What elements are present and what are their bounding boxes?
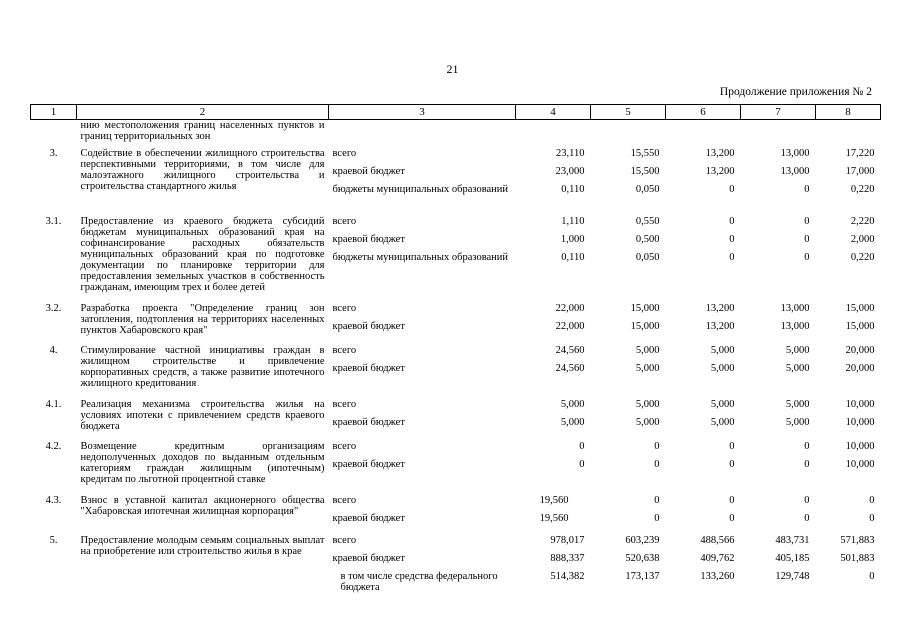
value: 5,000 [560, 399, 585, 410]
value-cell [816, 295, 881, 339]
funding-source: всего [332, 399, 357, 410]
row-description: Реализация механизма строительства жилья на условиях ипотеки с привлечением средств краевого бюджета [80, 399, 325, 432]
funding-source: краевой бюджет [332, 417, 405, 428]
value: 19,560 [539, 513, 569, 524]
value: 0 [869, 495, 875, 506]
value: 0 [729, 234, 735, 245]
value-cell [666, 208, 741, 295]
value: 0 [804, 216, 810, 227]
value-cell [591, 144, 666, 208]
value: 15,000 [630, 303, 660, 314]
value: 0,220 [850, 252, 875, 263]
value: 405,185 [775, 553, 810, 564]
value: 133,260 [700, 571, 735, 582]
value: 0 [869, 513, 875, 524]
row-description: нию местоположения границ населенных пунктов и границ территориальных зон [80, 120, 325, 142]
value-cell [591, 487, 666, 531]
value: 1,000 [560, 234, 585, 245]
table-row [31, 144, 881, 208]
column-header: 6 [666, 105, 741, 120]
value-cell [741, 144, 816, 208]
value: 2,000 [850, 234, 875, 245]
row-description: Разработка проекта "Определение границ зон затопления, подтопления на территориях населенных пунктов Хабаровского края" [80, 303, 325, 336]
value: 22,000 [555, 321, 585, 332]
value-cell [741, 391, 816, 435]
value: 23,000 [555, 166, 585, 177]
value: 0,110 [561, 252, 585, 263]
value-cell [591, 531, 666, 595]
value: 13,200 [705, 303, 735, 314]
value: 10,000 [845, 459, 875, 470]
value: 409,762 [700, 553, 735, 564]
row-number: 4.2. [45, 441, 62, 452]
value-cell [741, 435, 816, 487]
value-cell [591, 120, 666, 145]
value: 0 [804, 252, 810, 263]
value: 0 [654, 513, 660, 524]
value: 5,000 [710, 363, 735, 374]
value-cell [516, 531, 591, 595]
funding-source-cell [329, 435, 516, 487]
value: 0 [804, 495, 810, 506]
table-row [31, 391, 881, 435]
value-cell [516, 208, 591, 295]
row-number: 3. [49, 148, 58, 159]
funding-source: в том числе средства федерального бюджета [340, 571, 498, 593]
funding-source: всего [332, 441, 357, 452]
value-cell [816, 208, 881, 295]
value: 5,000 [785, 363, 810, 374]
value-cell [591, 435, 666, 487]
value: 5,000 [785, 399, 810, 410]
value: 0 [654, 495, 660, 506]
table-row [31, 487, 881, 531]
row-number: 4.1. [45, 399, 62, 410]
value: 5,000 [710, 417, 735, 428]
value-cell [591, 295, 666, 339]
value: 2,220 [850, 216, 875, 227]
value: 0 [804, 459, 810, 470]
value-cell [591, 391, 666, 435]
value: 24,560 [555, 363, 585, 374]
value: 0 [579, 459, 585, 470]
value: 15,500 [630, 166, 660, 177]
continuation-label: Продолжение приложения № 2 [719, 86, 872, 98]
value: 19,560 [539, 495, 569, 506]
value-cell [741, 339, 816, 391]
funding-source: краевой бюджет [332, 513, 405, 524]
value: 5,000 [710, 345, 735, 356]
value: 13,200 [705, 321, 735, 332]
column-header: 4 [516, 105, 591, 120]
value: 571,883 [840, 535, 875, 546]
value: 483,731 [775, 535, 810, 546]
row-description: Содействие в обеспечении жилищного строительства перспективными территориями, в том числе для малоэтажного жилищного строительства и строительства стандартного жилья [80, 148, 325, 192]
value: 20,000 [845, 345, 875, 356]
value: 520,638 [625, 553, 660, 564]
value-cell [816, 487, 881, 531]
funding-source-cell [329, 295, 516, 339]
row-number: 5. [49, 535, 58, 546]
value-cell [816, 144, 881, 208]
table-body [31, 120, 881, 596]
value-cell [816, 339, 881, 391]
funding-source: краевой бюджет [332, 166, 405, 177]
value: 0 [729, 184, 735, 195]
value: 0 [729, 441, 735, 452]
value: 0 [804, 513, 810, 524]
value: 129,748 [775, 571, 810, 582]
value: 23,110 [556, 148, 585, 159]
table-row [31, 208, 881, 295]
value-cell [516, 339, 591, 391]
value: 0,110 [561, 184, 585, 195]
value-cell [516, 435, 591, 487]
funding-source-cell [329, 487, 516, 531]
value-cell [816, 120, 881, 145]
value-cell [666, 295, 741, 339]
value-cell [591, 208, 666, 295]
value-cell [516, 295, 591, 339]
value-cell [516, 487, 591, 531]
value: 0,220 [850, 184, 875, 195]
value: 514,382 [550, 571, 585, 582]
row-number [31, 120, 77, 145]
value: 0,050 [635, 184, 660, 195]
value: 13,200 [705, 148, 735, 159]
row-description: Стимулирование частной инициативы граждан в жилищном строительстве и привлечение корпоративных средств, а также развитие ипотечного жилищного кредитования [80, 345, 325, 389]
value: 15,000 [845, 303, 875, 314]
row-number: 3.2. [45, 303, 62, 314]
value-cell [741, 531, 816, 595]
value: 5,000 [785, 417, 810, 428]
value-cell [741, 208, 816, 295]
column-header: 8 [816, 105, 881, 120]
row-description: Предоставление молодым семьям социальных выплат на приобретение или строительство жилья в крае [80, 535, 325, 557]
value: 0 [804, 234, 810, 245]
value: 5,000 [635, 399, 660, 410]
page-number: 21 [446, 62, 459, 76]
funding-source: всего [332, 303, 357, 314]
value-cell [666, 531, 741, 595]
value: 5,000 [785, 345, 810, 356]
value: 0 [869, 571, 875, 582]
value: 0,500 [635, 234, 660, 245]
value: 13,200 [705, 166, 735, 177]
value-cell [666, 120, 741, 145]
column-header: 3 [329, 105, 516, 120]
value: 0 [804, 441, 810, 452]
budget-table [30, 104, 881, 595]
value: 0 [729, 495, 735, 506]
value: 15,000 [630, 321, 660, 332]
funding-source: краевой бюджет [332, 234, 405, 245]
funding-source-cell [329, 208, 516, 295]
value-cell [516, 144, 591, 208]
funding-source: всего [332, 148, 357, 159]
funding-source-cell [329, 339, 516, 391]
value: 0,050 [635, 252, 660, 263]
table-row [31, 435, 881, 487]
value-cell [741, 295, 816, 339]
value: 13,000 [780, 321, 810, 332]
column-header: 1 [31, 105, 77, 120]
value: 24,560 [555, 345, 585, 356]
value-cell [666, 391, 741, 435]
value: 20,000 [845, 363, 875, 374]
value: 888,337 [550, 553, 585, 564]
value-cell [816, 435, 881, 487]
funding-source-cell [329, 144, 516, 208]
funding-source: всего [332, 535, 357, 546]
header-row [31, 105, 881, 120]
column-header: 2 [77, 105, 329, 120]
value-cell [666, 435, 741, 487]
funding-source: бюджеты муниципальных образований [332, 252, 509, 263]
row-number: 4. [49, 345, 58, 356]
value: 5,000 [635, 417, 660, 428]
column-header: 5 [591, 105, 666, 120]
funding-source: бюджеты муниципальных образований [332, 184, 509, 195]
value: 501,883 [840, 553, 875, 564]
value-cell [741, 487, 816, 531]
table-row [31, 120, 881, 145]
funding-source-cell [329, 531, 516, 595]
value: 10,000 [845, 417, 875, 428]
value: 5,000 [635, 363, 660, 374]
value: 13,000 [780, 303, 810, 314]
value-cell [666, 144, 741, 208]
funding-source: краевой бюджет [332, 321, 405, 332]
value: 10,000 [845, 441, 875, 452]
value: 0,550 [635, 216, 660, 227]
value: 0 [729, 459, 735, 470]
value: 13,000 [780, 148, 810, 159]
column-header: 7 [741, 105, 816, 120]
value: 1,110 [561, 216, 585, 227]
value-cell [741, 120, 816, 145]
value: 5,000 [710, 399, 735, 410]
value: 0 [804, 184, 810, 195]
value: 0 [654, 441, 660, 452]
value: 488,566 [700, 535, 735, 546]
value: 15,000 [845, 321, 875, 332]
value: 22,000 [555, 303, 585, 314]
value: 17,220 [845, 148, 875, 159]
row-number: 3.1. [45, 216, 62, 227]
value: 173,137 [625, 571, 660, 582]
funding-source: всего [332, 216, 357, 227]
value: 0 [729, 252, 735, 263]
funding-source-cell [329, 391, 516, 435]
value-cell [816, 531, 881, 595]
value-cell [516, 120, 591, 145]
row-description: Возмещение кредитным организациям недополученных доходов по выданным отдельным категориям граждан жилищным (ипотечным) кредитам по льготной процентной ставке [80, 441, 325, 485]
table-row [31, 531, 881, 595]
funding-source: всего [332, 495, 357, 506]
value: 5,000 [560, 417, 585, 428]
value: 0 [579, 441, 585, 452]
funding-source: краевой бюджет [332, 363, 405, 374]
table-row [31, 295, 881, 339]
funding-source: краевой бюджет [332, 553, 405, 564]
value: 0 [729, 216, 735, 227]
value: 603,239 [625, 535, 660, 546]
funding-source: всего [332, 345, 357, 356]
value: 978,017 [550, 535, 585, 546]
funding-source-cell [329, 120, 516, 145]
value-cell [816, 391, 881, 435]
value: 10,000 [845, 399, 875, 410]
value-cell [516, 391, 591, 435]
value-cell [666, 487, 741, 531]
value: 5,000 [635, 345, 660, 356]
row-number: 4.3. [45, 495, 62, 506]
funding-source: краевой бюджет [332, 459, 405, 470]
value: 0 [654, 459, 660, 470]
row-description: Предоставление из краевого бюджета субсидий бюджетам муниципальных образований края на софинансирование расходных обязательств муниципальных образований края по подготовке документации по планировке территории для предоставления земельных участков в собственность гражданам, имеющим трех и более детей [80, 216, 325, 293]
value-cell [591, 339, 666, 391]
value: 13,000 [780, 166, 810, 177]
value: 0 [729, 513, 735, 524]
value: 15,550 [630, 148, 660, 159]
value: 17,000 [845, 166, 875, 177]
table-row [31, 339, 881, 391]
value-cell [666, 339, 741, 391]
row-description: Взнос в уставной капитал акционерного общества "Хабаровская ипотечная жилищная корпорация" [80, 495, 325, 517]
